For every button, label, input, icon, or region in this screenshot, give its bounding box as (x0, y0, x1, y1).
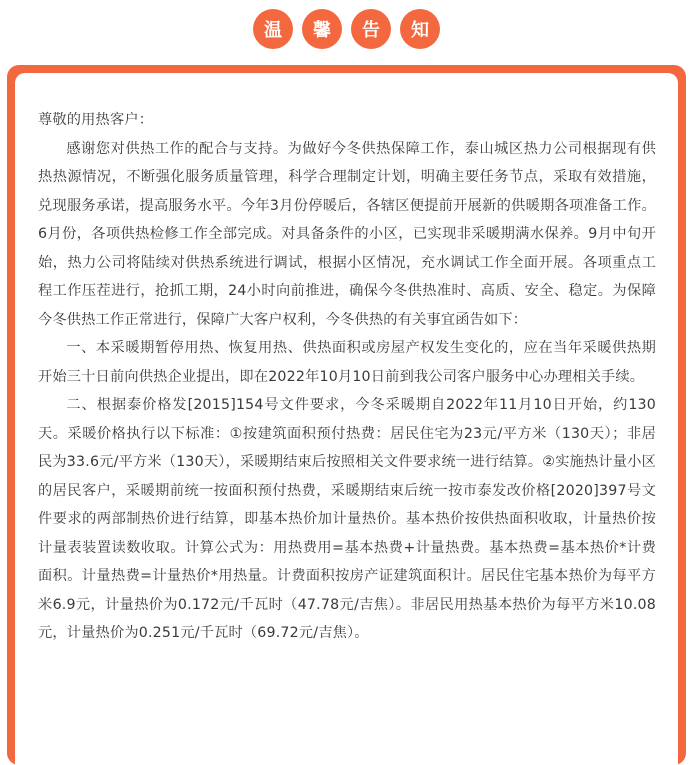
title-char: 知 (400, 9, 440, 49)
paragraph-item-1: 一、本采暖期暂停用热、恢复用热、供热面积或房屋产权发生变化的，应在当年采暖供热期开始三十日前向供热企业提出，即在2022年10月10日前到我公司客户服务中心办理相关手续。 (38, 340, 656, 385)
notice-body (15, 73, 678, 765)
greeting: 尊敬的用热客户： (38, 112, 154, 128)
title-char: 告 (351, 9, 391, 49)
notice-title (0, 9, 693, 51)
notice-frame (7, 65, 686, 765)
paragraph-item-2: 二、根据泰价格发[2015]154号文件要求，今冬采暖期自2022年11月10日开始，约130天。采暖价格执行以下标准：①按建筑面积预付热费：居民住宅为23元/平方米（130天）；非居民为33.6元/平方米（130天），采暖期结束后按照相关文件要求统一进行结算。②实施热计量小区的居民客户，采暖期前统一按面积预付热费，采暖期结束后统一按市泰发改价格[2020]397号文件要求的两部制热价进行结算，即基本热价加计量热价。基本热价按供热面积收取，计量热价按计量表装置读数收取。计算公式为：用热费用=基本热费+计量热费。基本热费=基本热价*计费面积。计量热费=计量热价*用热量。计费面积按房产证建筑面积计。居民住宅基本热价为每平方米6.9元，计量热价为0.172元/千瓦时（47.78元/吉焦）。非居民用热基本热价为每平方米10.08元，计量热价为0.251元/千瓦时（69.72元/吉焦）。 (38, 397, 656, 641)
title-char: 馨 (302, 9, 342, 49)
paragraph-intro: 感谢您对供热工作的配合与支持。为做好今冬供热保障工作，泰山城区热力公司根据现有供热热源情况，不断强化服务质量管理，科学合理制定计划，明确主要任务节点，采取有效措施，兑现服务承诺，提高服务水平。今年3月份停暖后，各辖区便提前开展新的供暖期各项准备工作。6月份，各项供热检修工作全部完成。对具备条件的小区，已实现非采暖期满水保养。9月中旬开始，热力公司将陆续对供热系统进行调试，根据小区情况，充水调试工作全面开展。各项重点工程工作压茬进行，抢抓工期，24小时向前推进，确保今冬供热准时、高质、安全、稳定。为保障今冬供热工作正常进行，保障广大客户权利，今冬供热的有关事宜函告如下： (38, 140, 656, 328)
title-char: 温 (253, 9, 293, 49)
